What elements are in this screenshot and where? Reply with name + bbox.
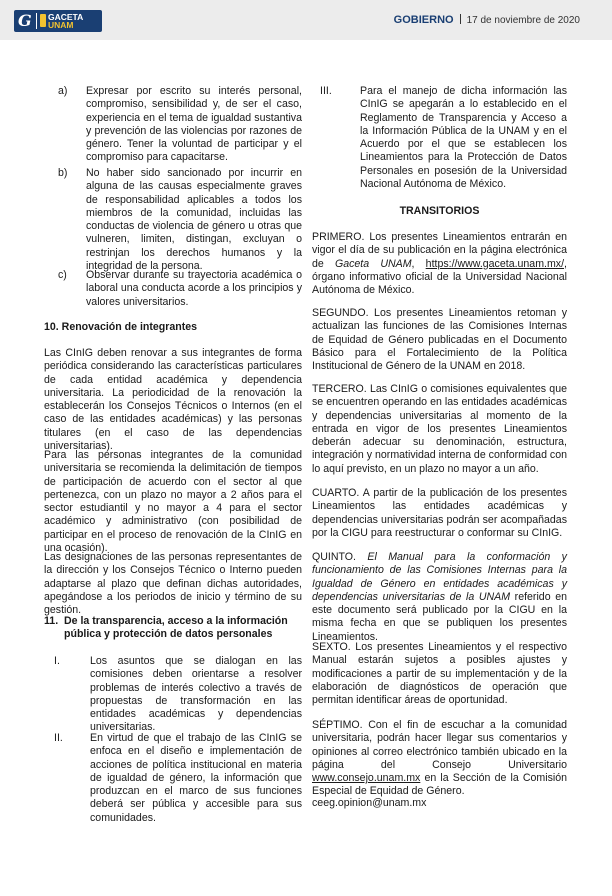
list-marker: b)	[58, 167, 68, 179]
list-marker: c)	[58, 269, 67, 281]
quinto-text-2: referido en este documento será publicado por la CIGU en la misma fecha en que se publiquen los presentes Lineamientos.	[312, 590, 567, 643]
page-header	[0, 0, 612, 40]
paragraph-primero	[312, 231, 567, 297]
paragraph-renovacion-3: Las designaciones de las personas representantes de la dirección y los Consejos Técnico o Interno pueden adaptarse al plazo que definan dichas autoridades, apegándose a los periodos de inicio y término de su gestión.	[44, 551, 302, 617]
list-text: Expresar por escrito su interés personal, compromiso, sensibilidad y, de ser el caso, experiencia en el tema de igualdad sustantiva y prevención de las violencias por razones de género. Tener la voluntad de participar y el compromiso para capacitarse.	[86, 85, 302, 164]
list-text: Observar durante su trayectoria académica o laboral una conducta acorde a los principios y valores universitarios.	[86, 269, 302, 308]
quinto-text-1: QUINTO.	[312, 551, 368, 563]
publication-date: 17 de noviembre de 2020	[466, 15, 580, 26]
primero-text-1: PRIMERO. Los presentes Lineamientos entrarán en vigor el día de su publicación en la página electrónica de	[312, 231, 567, 270]
logo-line2: UNAM	[48, 20, 74, 30]
paragraph-segundo: SEGUNDO. Los presentes Lineamientos retoman y actualizan las funciones de las Comisiones Internas de Equidad de Género publicadas en el Documento Básico para el Fortalecimiento de la Política Institucional de Género de la UNAM en 2018.	[312, 307, 567, 373]
roman-item-2	[44, 732, 302, 825]
gaceta-link[interactable]: https://www.gaceta.unam.mx/	[425, 257, 565, 270]
list-item-a	[44, 85, 302, 165]
roman-item-3	[312, 85, 567, 191]
unam-crest-icon	[40, 14, 46, 27]
logo-line1: GACETA	[48, 12, 84, 22]
heading-number: 11.	[44, 615, 59, 627]
list-item-b	[44, 167, 302, 273]
list-marker: III.	[320, 85, 332, 97]
heading-text: De la transparencia, acceso a la información pública y protección de datos personales	[64, 615, 288, 641]
manual-title: El Manual para la conformación y funcionamiento de las Comisiones Internas para la Igualdad de Género en entidades académicas y dependencias universitarias de la UNAM	[312, 551, 567, 603]
primero-text-3: , órgano informativo oficial de la Universidad Nacional Autónoma de México.	[312, 257, 567, 297]
paragraph-renovacion-1: Las CInIG deben renovar a sus integrantes de forma periódica considerando las características particulares de cada entidad académica y dependencia universitaria. La periodicidad de la renovación la establecerán los Consejos Técnicos o Internos (en el caso de las entidades académicas) y las personas titulares (en el caso de las dependencias universitarias).	[44, 347, 302, 453]
logo-divider	[36, 13, 37, 29]
list-marker: a)	[58, 85, 68, 97]
paragraph-cuarto: CUARTO. A partir de la publicación de los presentes Lineamientos las entidades académicas y dependencias universitarias podrán ser acompañadas por la CIGU para reestructurar o conformar su CInIG.	[312, 487, 567, 539]
contact-email[interactable]: ceeg.opinion@unam.mx	[312, 797, 427, 809]
logo-letter: G	[18, 11, 32, 30]
roman-item-1	[44, 655, 302, 735]
list-text: No haber sido sancionado por incurrir en alguna de las causas especialmente graves de responsabilidad aplicables a todos los miembros de la comunidad, incluidas las conductas de violencia de género u otras que vulneren, limiten, distingan, excluyan o restrinjan los derechos humanos y la integridad de la persona.	[86, 167, 302, 273]
list-marker: II.	[54, 732, 63, 744]
primero-text-2: ,	[411, 257, 426, 270]
header-separator	[460, 14, 461, 24]
list-text: En virtud de que el trabajo de las CInIG se enfoca en el diseño e implementación de acciones de política institucional en materia de igualdad de género, la información que produzcan en el marco de sus funciones deberá ser pública y accesible para sus comunidades.	[90, 732, 302, 824]
list-item-c	[44, 269, 302, 309]
list-text: Para el manejo de dicha información las CInIG se apegarán a lo establecido en el Reglamento de Transparencia y Acceso a la Información Pública de la UNAM y en el Acuerdo por el que se establecen los Lineamientos para la Protección de Datos Personales en posesión de la Universidad Nacional Autónoma de México.	[360, 85, 567, 191]
section-label: GOBIERNO	[393, 14, 454, 26]
consejo-link[interactable]: www.consejo.unam.mx	[312, 772, 421, 785]
septimo-text-1: SÉPTIMO. Con el fin de escuchar a la comunidad universitaria, podrán hacer llegar sus comentarios y opiniones al correo electrónico también ubicado en la página del Consejo Universitario	[312, 719, 567, 771]
paragraph-quinto	[312, 551, 567, 644]
gaceta-unam-logo	[14, 10, 102, 32]
heading-renovacion: 10. Renovación de integrantes	[44, 321, 198, 333]
heading-transparencia	[44, 615, 302, 642]
paragraph-sexto: SEXTO. Los presentes Lineamientos y el respectivo Manual estarán sujetos a posibles ajustes y modificaciones a partir de su implementación y de la elaboración de diagnósticos de operación que permitan identificar áreas de oportunidad.	[312, 641, 567, 707]
gaceta-title: Gaceta UNAM	[334, 257, 412, 270]
list-text: Los asuntos que se dialogan en las comisiones deben orientarse a resolver problemas de interés colectivo a través de propuestas de transformación en las entidades académicas y dependencias universitarias.	[90, 655, 302, 734]
paragraph-septimo	[312, 719, 567, 799]
list-marker: I.	[54, 655, 60, 667]
paragraph-renovacion-2: Para las personas integrantes de la comunidad universitaria se recomienda la delimitación de tiempos de participación de acuerdo con el sector al que pertenezca, con un plazo no mayor a 2 años para el sector estudiantil y no mayor a 4 para el sector académico y administrativo (con posibilidad de participar en el proceso de renovación de la CInIG en una ocasión).	[44, 449, 302, 555]
paragraph-tercero: TERCERO. Las CInIG o comisiones equivalentes que se encuentren operando en las entidades académicas y dependencias universitarias al momento de la entrada en vigor de los presentes Lineamientos deberán adecuar su denominación, estructura, integración y normatividad interna de conformidad con lo aquí previsto, en un plazo no mayor a un año.	[312, 383, 567, 475]
header-meta	[394, 14, 580, 26]
septimo-text-2: en la Sección de la Comisión Especial de Equidad de Género.	[312, 772, 567, 798]
heading-transitorios: TRANSITORIOS	[399, 205, 480, 217]
